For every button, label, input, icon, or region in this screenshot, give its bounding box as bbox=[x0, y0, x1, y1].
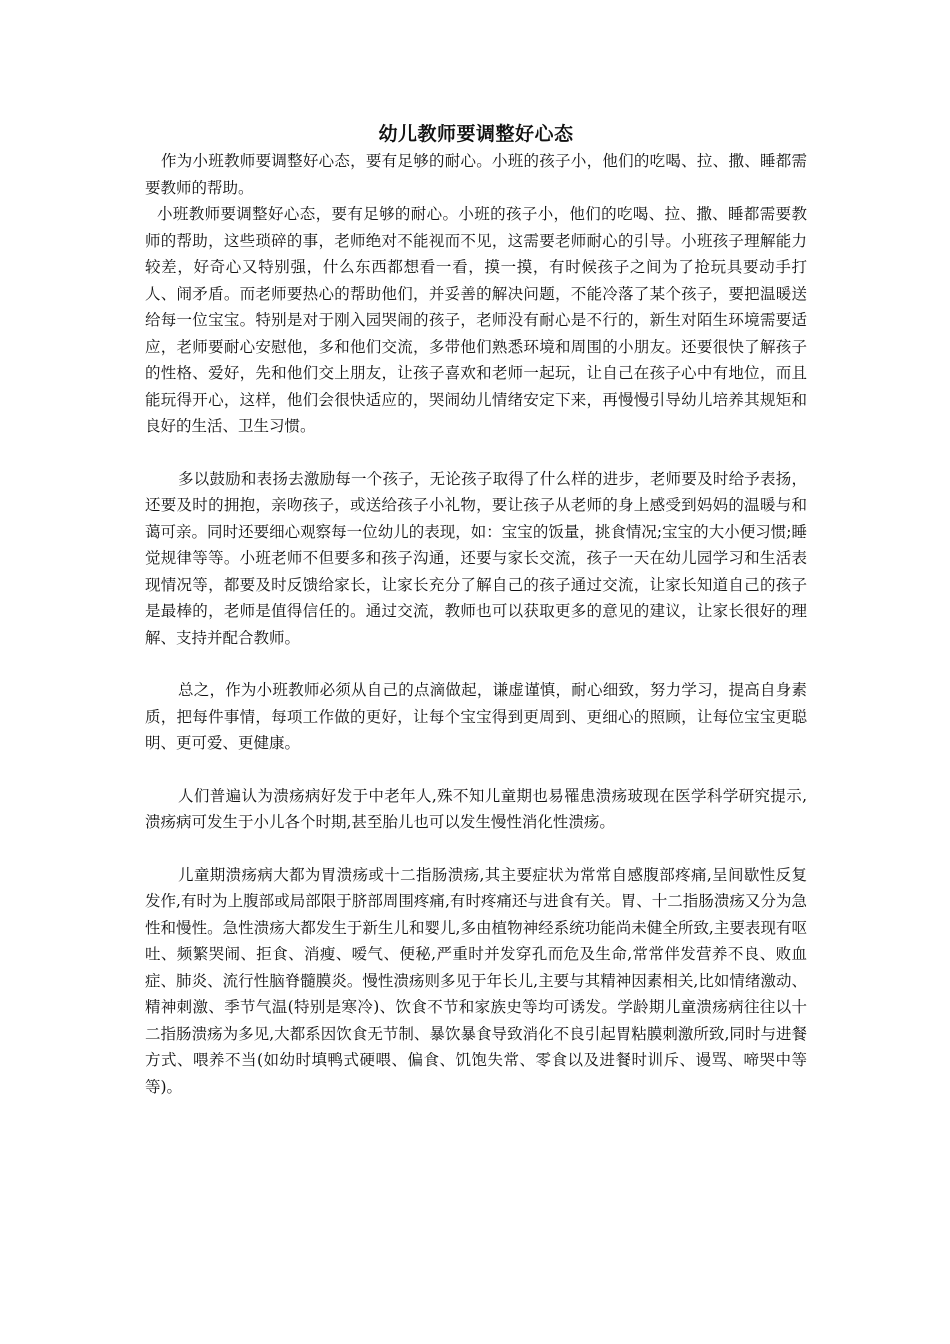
paragraph-spacer bbox=[145, 836, 807, 862]
paragraph-ulcer-details: 儿童期溃疡病大都为胃溃疡或十二指肠溃疡,其主要症状为常常自感腹部疼痛,呈间歇性反复发作,有时为上腹部或局部限于脐部周围疼痛,有时疼痛还与进食有关。胃、十二指肠溃疡又分为急性和慢性。急性溃疡大都发生于新生儿和婴儿,多由植物神经系统功能尚未健全所致,主要表现有呕吐、频繁哭闹、拒食、消瘦、嗳气、便秘,严重时并发穿孔而危及生命,常常伴发营养不良、败血症、肺炎、流行性脑脊髓膜炎。慢性溃疡则多见于年长儿,主要与其精神因素相关,比如情绪激动、精神刺激、季节气温(特别是寒冷)、饮食不节和家族史等均可诱发。学龄期儿童溃疡病往往以十二指肠溃疡为多见,大都系因饮食无节制、暴饮暴食导致消化不良引起胃粘膜刺激所致,同时与进餐方式、喂养不当(如幼时填鸭式硬喂、偏食、饥饱失常、零食以及进餐时训斥、谩骂、啼哭中等等)。 bbox=[145, 865, 807, 1096]
paragraph-spacer bbox=[145, 440, 807, 466]
paragraph-spacer bbox=[145, 651, 807, 677]
paragraph-intro: 作为小班教师要调整好心态，要有足够的耐心。小班的孩子小，他们的吃喝、拉、撒、睡都需要教师的帮助。 bbox=[145, 152, 807, 197]
paragraph-encouragement: 多以鼓励和表扬去激励每一个孩子，无论孩子取得了什么样的进步，老师要及时给予表扬，还要及时的拥抱，亲吻孩子，或送给孩子小礼物，要让孩子从老师的身上感受到妈妈的温暖与和蔼可亲。同时还要细心观察每一位幼儿的表现，如：宝宝的饭量，挑食情况;宝宝的大小便习惯;睡觉规律等等。小班老师不但要多和孩子沟通，还要与家长交流，孩子一天在幼儿园学习和生活表现情况等，都要及时反馈给家长，让家长充分了解自己的孩子通过交流，让家长知道自己的孩子是最棒的，老师是值得信任的。通过交流，教师也可以获取更多的意见的建议，让家长很好的理解、支持并配合教师。 bbox=[145, 469, 807, 647]
paragraph-ulcer-intro: 人们普遍认为溃疡病好发于中老年人,殊不知儿童期也易罹患溃疡玻现在医学科学研究提示,溃疡病可发生于小儿各个时期,甚至胎儿也可以发生慢性消化性溃疡。 bbox=[145, 786, 807, 831]
paragraph-spacer bbox=[145, 757, 807, 783]
paragraph-patience: 小班教师要调整好心态，要有足够的耐心。小班的孩子小，他们的吃喝、拉、撒、睡都需要教师的帮助，这些琐碎的事，老师绝对不能视而不见，这需要老师耐心的引导。小班孩子理解能力较差，好奇心又特别强，什么东西都想看一看，摸一摸，有时候孩子之间为了抢玩具要动手打人、闹矛盾。而老师要热心的帮助他们，并妥善的解决问题，不能冷落了某个孩子，要把温暖送给每一位宝宝。特别是对于刚入园哭闹的孩子，老师没有耐心是不行的，新生对陌生环境需要适应，老师要耐心安慰他，多和他们交流，多带他们熟悉环境和周围的小朋友。还要很快了解孩子的性格、爱好，先和他们交上朋友，让孩子喜欢和老师一起玩，让自己在孩子心中有地位，而且能玩得开心，这样，他们会很快适应的，哭闹幼儿情绪安定下来，再慢慢引导幼儿培养其规矩和良好的生活、卫生习惯。 bbox=[145, 205, 807, 435]
paragraph-summary: 总之，作为小班教师必须从自己的点滴做起，谦虚谨慎，耐心细致，努力学习，提高自身素质，把每件事情，每项工作做的更好，让每个宝宝得到更周到、更细心的照顾，让每位宝宝更聪明、更可爱、更健康。 bbox=[145, 681, 807, 752]
document-title: 幼儿教师要调整好心态 bbox=[378, 123, 574, 145]
document-body bbox=[145, 120, 807, 1100]
